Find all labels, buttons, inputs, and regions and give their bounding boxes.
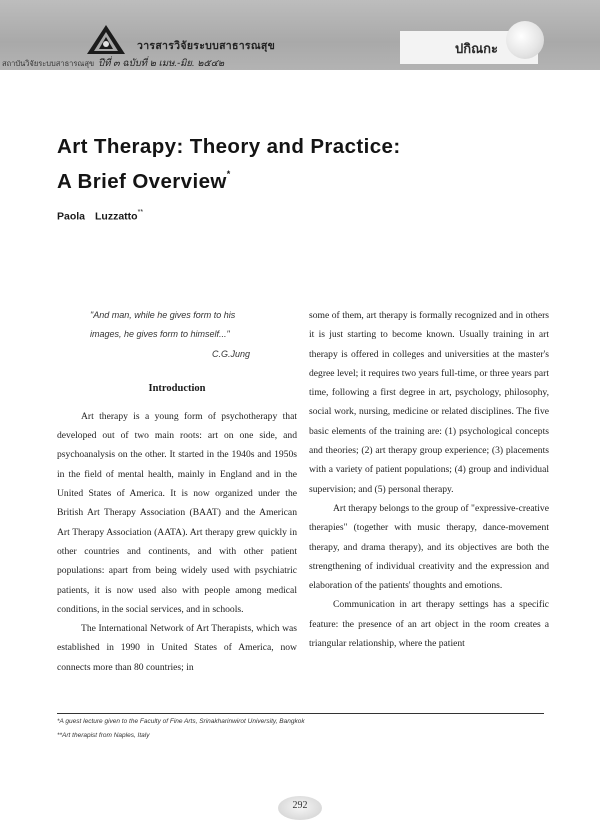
- title-line-1: Art Therapy: Theory and Practice:: [57, 135, 401, 158]
- author-footnote-marker: **: [137, 209, 144, 216]
- journal-title: วารสารวิจัยระบบสาธารณสุข: [137, 40, 276, 52]
- paragraph: Communication in art therapy settings has a specific feature: the presence of an art object in the room creates a triangular relationship, where the patient: [309, 599, 549, 650]
- journal-issue-line: [2, 56, 224, 71]
- article-author: [57, 210, 143, 223]
- epigraph-line-2: images, he gives form to himself...": [90, 329, 230, 340]
- author-last-name: Luzzatto: [95, 210, 138, 223]
- section-heading-introduction: Introduction: [148, 382, 206, 394]
- footnote-divider: [57, 713, 544, 714]
- journal-publisher: สถาบันวิจัยระบบสาธารณสุข: [2, 59, 95, 68]
- title-line-2: A Brief Overview: [57, 169, 227, 193]
- journal-volume: ปีที่ ๓ ฉบับที่ ๒ เมษ.-มิย. ๒๕๔๒: [98, 58, 225, 69]
- paragraph: The International Network of Art Therapists, which was established in 1990 in United States of America, now connects more than 80 countries; in: [57, 623, 297, 673]
- footnote-2: **Art therapist from Naples, Italy: [57, 732, 150, 739]
- epigraph-line-1: "And man, while he gives form to his: [90, 310, 236, 320]
- footnote-1: *A guest lecture given to the Faculty of Fine Arts, Srinakharinwirot University, Bangkok: [57, 718, 305, 725]
- section-label: ปกิณกะ: [455, 41, 499, 56]
- journal-logo: [85, 24, 127, 56]
- article-title: [57, 131, 401, 197]
- epigraph: [57, 306, 297, 364]
- title-footnote-marker: *: [226, 169, 231, 179]
- paragraph: some of them, art therapy is formally recognized and in others it is just starting to become known. Usually training in art therapy is offered in colleges and universities at the master's degree level; it requires two years full-time, or three years part time, following a first degree in art, psychology, philosophy, social work, nursing, medicine or related disciplines. The five basic elements of the training are: (1) psychological concepts and theories; (2) art therapy group experience; (3) placements with a variety of patient populations; (4) group and individual supervision; and (5) personal therapy.: [309, 310, 550, 495]
- paragraph: Art therapy is a young form of psychotherapy that developed out of two main roots: art on one side, and psychoanalysis on the other. It started in the 1940s and 1950s in the field of mental health, mainly in England and in the United States of America. It is now organized under the British Art Therapy Association (BAAT) and the American Art Therapy Association (AATA). Art therapy grew quickly in other countries and continents, and with other patient populations: apart from being widely used with psychiatric patients, it is now used also with people among medical conditions, in the social services, and in schools.: [57, 410, 297, 615]
- section-circle-decoration: [506, 21, 544, 59]
- author-first-name: Paola: [57, 210, 86, 223]
- paragraph: Art therapy belongs to the group of "expressive-creative therapies" (together with music therapy, dance-movement therapy, and drama therapy), and its objectives are both the strengthening of individual creativity and the expression and elaboration of the patients' thoughts and emotions.: [309, 502, 549, 592]
- epigraph-attribution: C.G.Jung: [211, 348, 250, 359]
- right-column: [309, 306, 549, 653]
- left-column: [57, 306, 297, 677]
- page-number: 292: [292, 800, 308, 811]
